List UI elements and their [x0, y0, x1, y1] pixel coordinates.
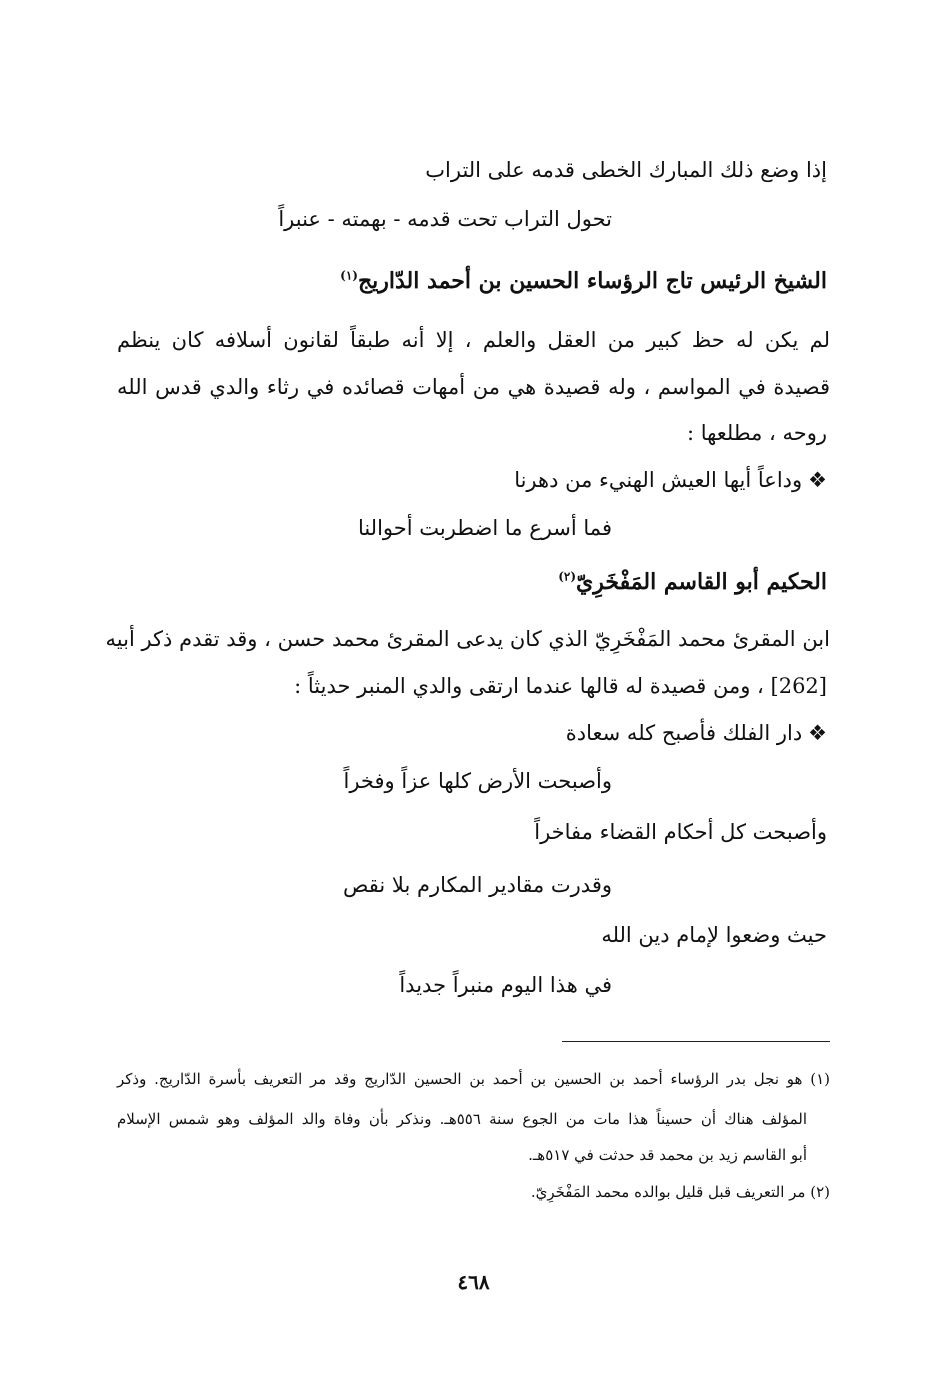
paragraph-line: قصيدة في المواسم ، وله قصيدة هي من أمهات قصائده في رثاء والدي قدس الله — [117, 375, 830, 399]
paragraph-line: [262] ، ومن قصيدة له قالها عندما ارتقى والدي المنبر حديثاً : — [294, 674, 827, 698]
footnote-separator — [562, 1041, 830, 1042]
footnote-marker: (١) — [340, 268, 358, 283]
footnote-line: (١) هو نجل بدر الرؤساء أحمد بن الحسين بن أحمد بن الحسين الدّاريج وقد مر التعريف بأسرة الدّاريج. وذكر — [117, 1070, 830, 1088]
poem-line — [566, 718, 827, 748]
poem-text: وداعاً أيها العيش الهنيء من دهرنا — [514, 468, 803, 492]
poem-line: حيث وضعوا لإمام دين الله — [601, 923, 827, 947]
section-heading — [340, 266, 827, 296]
poem-line: وأصبحت الأرض كلها عزاً وفخراً — [343, 769, 612, 793]
bullet-icon: ❖ — [808, 721, 827, 745]
footnote-line: المؤلف هناك أن حسيناً هذا مات من الجوع سنة ٥٥٦هـ. ونذكر بأن وفاة والد المؤلف وهو شمس الإسلام — [117, 1110, 807, 1128]
poem-line — [514, 465, 827, 495]
section-heading — [558, 567, 827, 597]
poem-line: وقدرت مقادير المكارم بلا نقص — [343, 873, 612, 897]
poem-line: في هذا اليوم منبراً جديداً — [399, 973, 612, 997]
footnote-line: (٢) مر التعريف قبل قليل بوالده محمد المَفْخَرِيّ. — [530, 1183, 830, 1201]
paragraph-line: ابن المقرئ محمد المَفْخَرِيّ الذي كان يدعى المقرئ محمد حسن ، وقد تقدم ذكر أبيه — [105, 627, 830, 651]
poem-line: وأصبحت كل أحكام القضاء مفاخراً — [534, 820, 827, 844]
footnote-line: أبو القاسم زيد بن محمد قد حدثت في ٥١٧هـ. — [528, 1146, 807, 1164]
heading-text: الشيخ الرئيس تاج الرؤساء الحسين بن أحمد الدّاريج — [357, 268, 827, 294]
verse-line: تحول التراب تحت قدمه - بهمته - عنبراً — [278, 207, 612, 231]
heading-text: الحكيم أبو القاسم المَفْخَرِيّ — [576, 569, 827, 595]
paragraph-line: روحه ، مطلعها : — [686, 421, 827, 445]
paragraph-line: لم يكن له حظ كبير من العقل والعلم ، إلا أنه طبقاً لقانون أسلافه كان ينظم — [117, 328, 830, 352]
verse-line: إذا وضع ذلك المبارك الخطى قدمه على التراب — [425, 158, 827, 182]
footnote-marker: (٢) — [558, 569, 577, 584]
page-number: ٤٦٨ — [457, 1270, 490, 1294]
poem-text: دار الفلك فأصبح كله سعادة — [565, 721, 803, 745]
poem-line: فما أسرع ما اضطربت أحوالنا — [357, 516, 612, 540]
bullet-icon: ❖ — [808, 468, 827, 492]
